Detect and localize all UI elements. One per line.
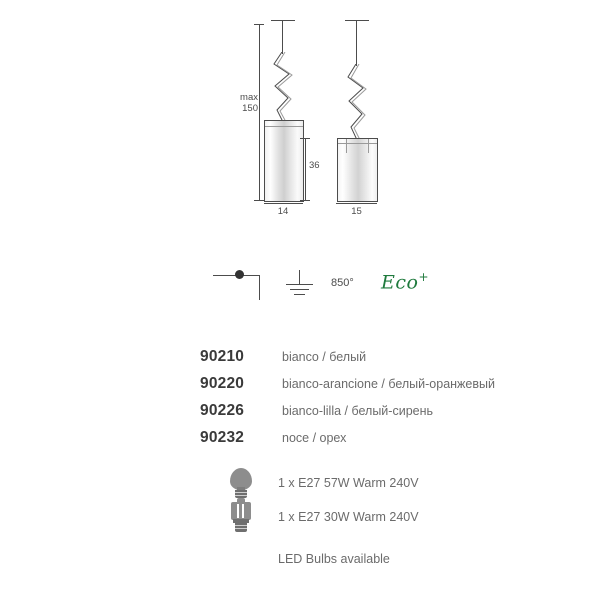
table-row (200, 348, 590, 375)
cord-b (356, 20, 357, 66)
led-availability-note: LED Bulbs available (278, 552, 390, 566)
finish-description: bianco-lilla / белый-сирень (282, 404, 434, 418)
dimension-max-height-label: max 150 (240, 92, 258, 114)
cfl-tube-slots (234, 504, 248, 518)
eco-logo-text: Eco (381, 271, 419, 294)
bulb-screw-base (235, 490, 247, 498)
temperature-rating-label: 850° (331, 277, 354, 289)
earth-bar-1 (286, 284, 313, 285)
bulb-specification: 1 x E27 30W Warm 240V (278, 510, 419, 524)
list-item (200, 466, 590, 500)
bulb-options-list (200, 466, 590, 534)
earth-bar-2 (290, 289, 309, 290)
finish-description: bianco-arancione / белый-оранжевый (282, 377, 495, 391)
bulb-specification: 1 x E27 57W Warm 240V (278, 476, 419, 490)
dimension-max-bottom-tick (254, 200, 264, 201)
finish-code: 90220 (200, 375, 245, 392)
eco-plus-logo (381, 270, 429, 293)
dimension-36-label: 36 (309, 160, 320, 171)
table-row (200, 402, 590, 429)
ceiling-line-a (271, 20, 295, 21)
incandescent-bulb-icon (200, 466, 278, 500)
cable-slack-b (343, 64, 375, 140)
list-item (200, 500, 590, 534)
cable-slack-a (269, 52, 301, 122)
dimension-width-b-label: 15 (351, 206, 362, 217)
earth-ground-icon (283, 270, 317, 304)
dimension-36-top-tick (300, 138, 310, 139)
dimension-width-a-label: 14 (277, 206, 289, 217)
finish-description: bianco / белый (282, 350, 367, 364)
table-row (200, 429, 590, 456)
earth-stem (299, 270, 300, 284)
cfl-bulb-icon (200, 500, 278, 534)
dimension-36-line (305, 138, 306, 200)
eco-logo-plus: + (418, 270, 430, 284)
protection-class-icon (213, 262, 283, 302)
lamp-body-a (264, 120, 304, 202)
cfl-screw-base (235, 522, 247, 532)
finish-description: noce / орех (282, 431, 347, 445)
finish-code: 90226 (200, 402, 245, 419)
lamp-body-a-top-edge (265, 126, 303, 127)
lamp-body-b (337, 138, 378, 202)
dimension-width-b-line (336, 203, 377, 204)
technical-drawing (225, 20, 425, 220)
ceiling-line-b (345, 20, 369, 21)
finish-code: 90210 (200, 348, 245, 365)
symbols-row (213, 262, 473, 312)
lamp-body-b-cap (346, 139, 369, 153)
finish-code-list (200, 348, 590, 456)
dimension-max-height-line (259, 24, 260, 200)
cord-a (282, 20, 283, 54)
dimension-width-a-line (264, 203, 303, 204)
table-row (200, 375, 590, 402)
lamp-body-b-top-edge (338, 143, 377, 144)
dimension-36-bottom-tick (300, 200, 310, 201)
class-icon-right-line (259, 275, 260, 300)
dimension-max-top-tick (254, 24, 264, 25)
earth-bar-3 (294, 294, 305, 295)
finish-code: 90232 (200, 429, 245, 446)
class-icon-dot (235, 270, 244, 279)
